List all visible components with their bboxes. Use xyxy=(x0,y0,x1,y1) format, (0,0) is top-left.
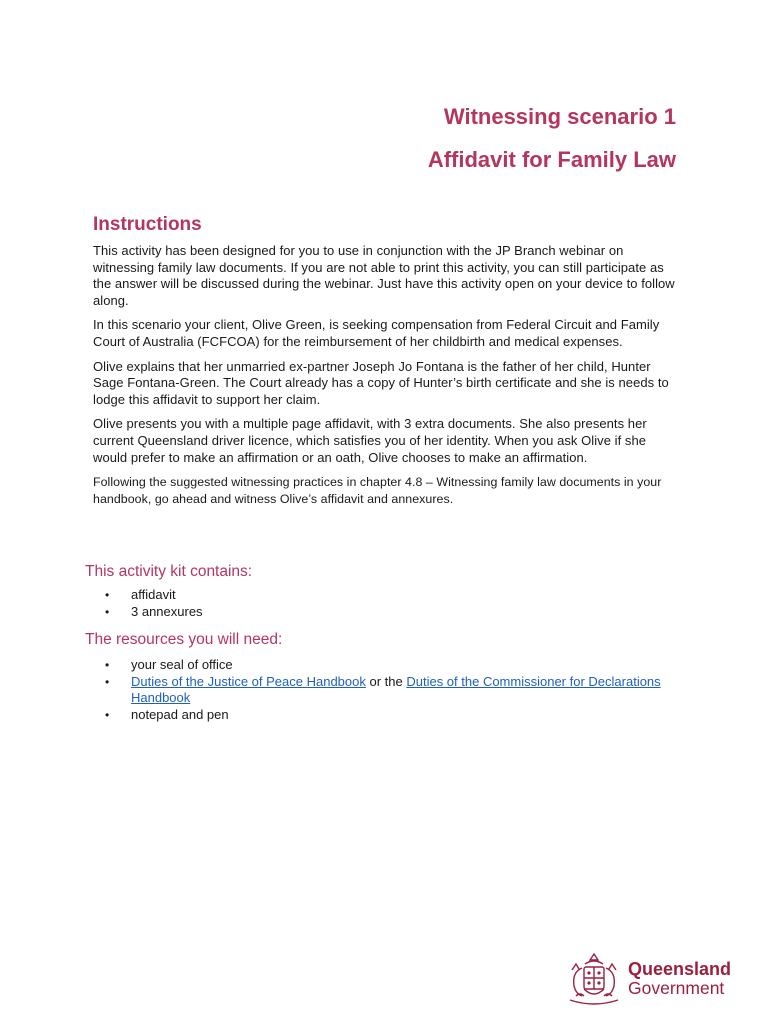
bullet-icon: • xyxy=(105,604,110,619)
kit-list xyxy=(102,587,662,620)
bullet-icon: • xyxy=(105,658,110,672)
jp-handbook-link[interactable]: Duties of the Justice of Peace Handbook xyxy=(131,673,366,689)
scenario-paragraph: In this scenario your client, Olive Green, is seeking compensation from Federal Circuit and Family Court of Australia (FCFCOA) for the reimbursement of her childbirth and medical expenses. xyxy=(93,317,660,349)
coat-of-arms-icon xyxy=(564,950,624,1010)
queensland-government-logo xyxy=(564,950,739,1010)
document-title: Witnessing scenario 1 xyxy=(443,104,676,129)
resources-heading: The resources you will need: xyxy=(85,631,283,648)
list-item xyxy=(102,604,662,621)
list-item xyxy=(102,707,662,724)
task-paragraph: Following the suggested witnessing practices in chapter 4.8 – Witnessing family law documents in your handbook, go ahead and witness Olive’s affidavit and annexures. xyxy=(93,475,662,506)
bullet-icon: • xyxy=(105,707,110,722)
logo-text-government: Government xyxy=(628,978,725,998)
list-item-text: notepad and pen xyxy=(131,706,229,722)
or-text: or the xyxy=(365,673,407,689)
resources-list xyxy=(102,657,662,723)
instructions-section xyxy=(93,214,683,515)
list-item xyxy=(102,587,662,604)
cdec-handbook-link[interactable]: Duties of the Commissioner for Declarations Handbook xyxy=(131,673,661,705)
list-item-text: your seal of office xyxy=(131,657,233,672)
instructions-heading: Instructions xyxy=(93,214,202,235)
scenario-paragraph: Olive explains that her unmarried ex-partner Joseph Jo Fontana is the father of her child, Hunter Sage Fontana-Green. The Court already has a copy of Hunter’s birth certificate and she is needs to lodge this affidavit to support her claim. xyxy=(93,358,669,407)
scenario-paragraph: Olive presents you with a multiple page affidavit, with 3 extra documents. She also presents her current Queensland driver licence, which satisfies you of her identity. When you ask Olive if she would prefer to make an affirmation or an oath, Olive chooses to make an affirmation. xyxy=(93,416,647,465)
list-item xyxy=(102,657,662,674)
list-item xyxy=(102,674,662,707)
kit-heading: This activity kit contains: xyxy=(85,563,253,580)
list-item-text: affidavit xyxy=(131,587,176,602)
instructions-paragraph: This activity has been designed for you to use in conjunction with the JP Branch webinar on witnessing family law documents. If you are not able to print this activity, you can still participate as the answer will be discussed during the webinar. Just have this activity open on your device to follow along. xyxy=(93,243,675,308)
document-subtitle: Affidavit for Family Law xyxy=(427,147,676,172)
bullet-icon: • xyxy=(105,588,110,602)
logo-text-queensland: Queensland xyxy=(628,959,732,979)
list-item-text: 3 annexures xyxy=(131,603,203,619)
bullet-icon: • xyxy=(105,674,110,689)
